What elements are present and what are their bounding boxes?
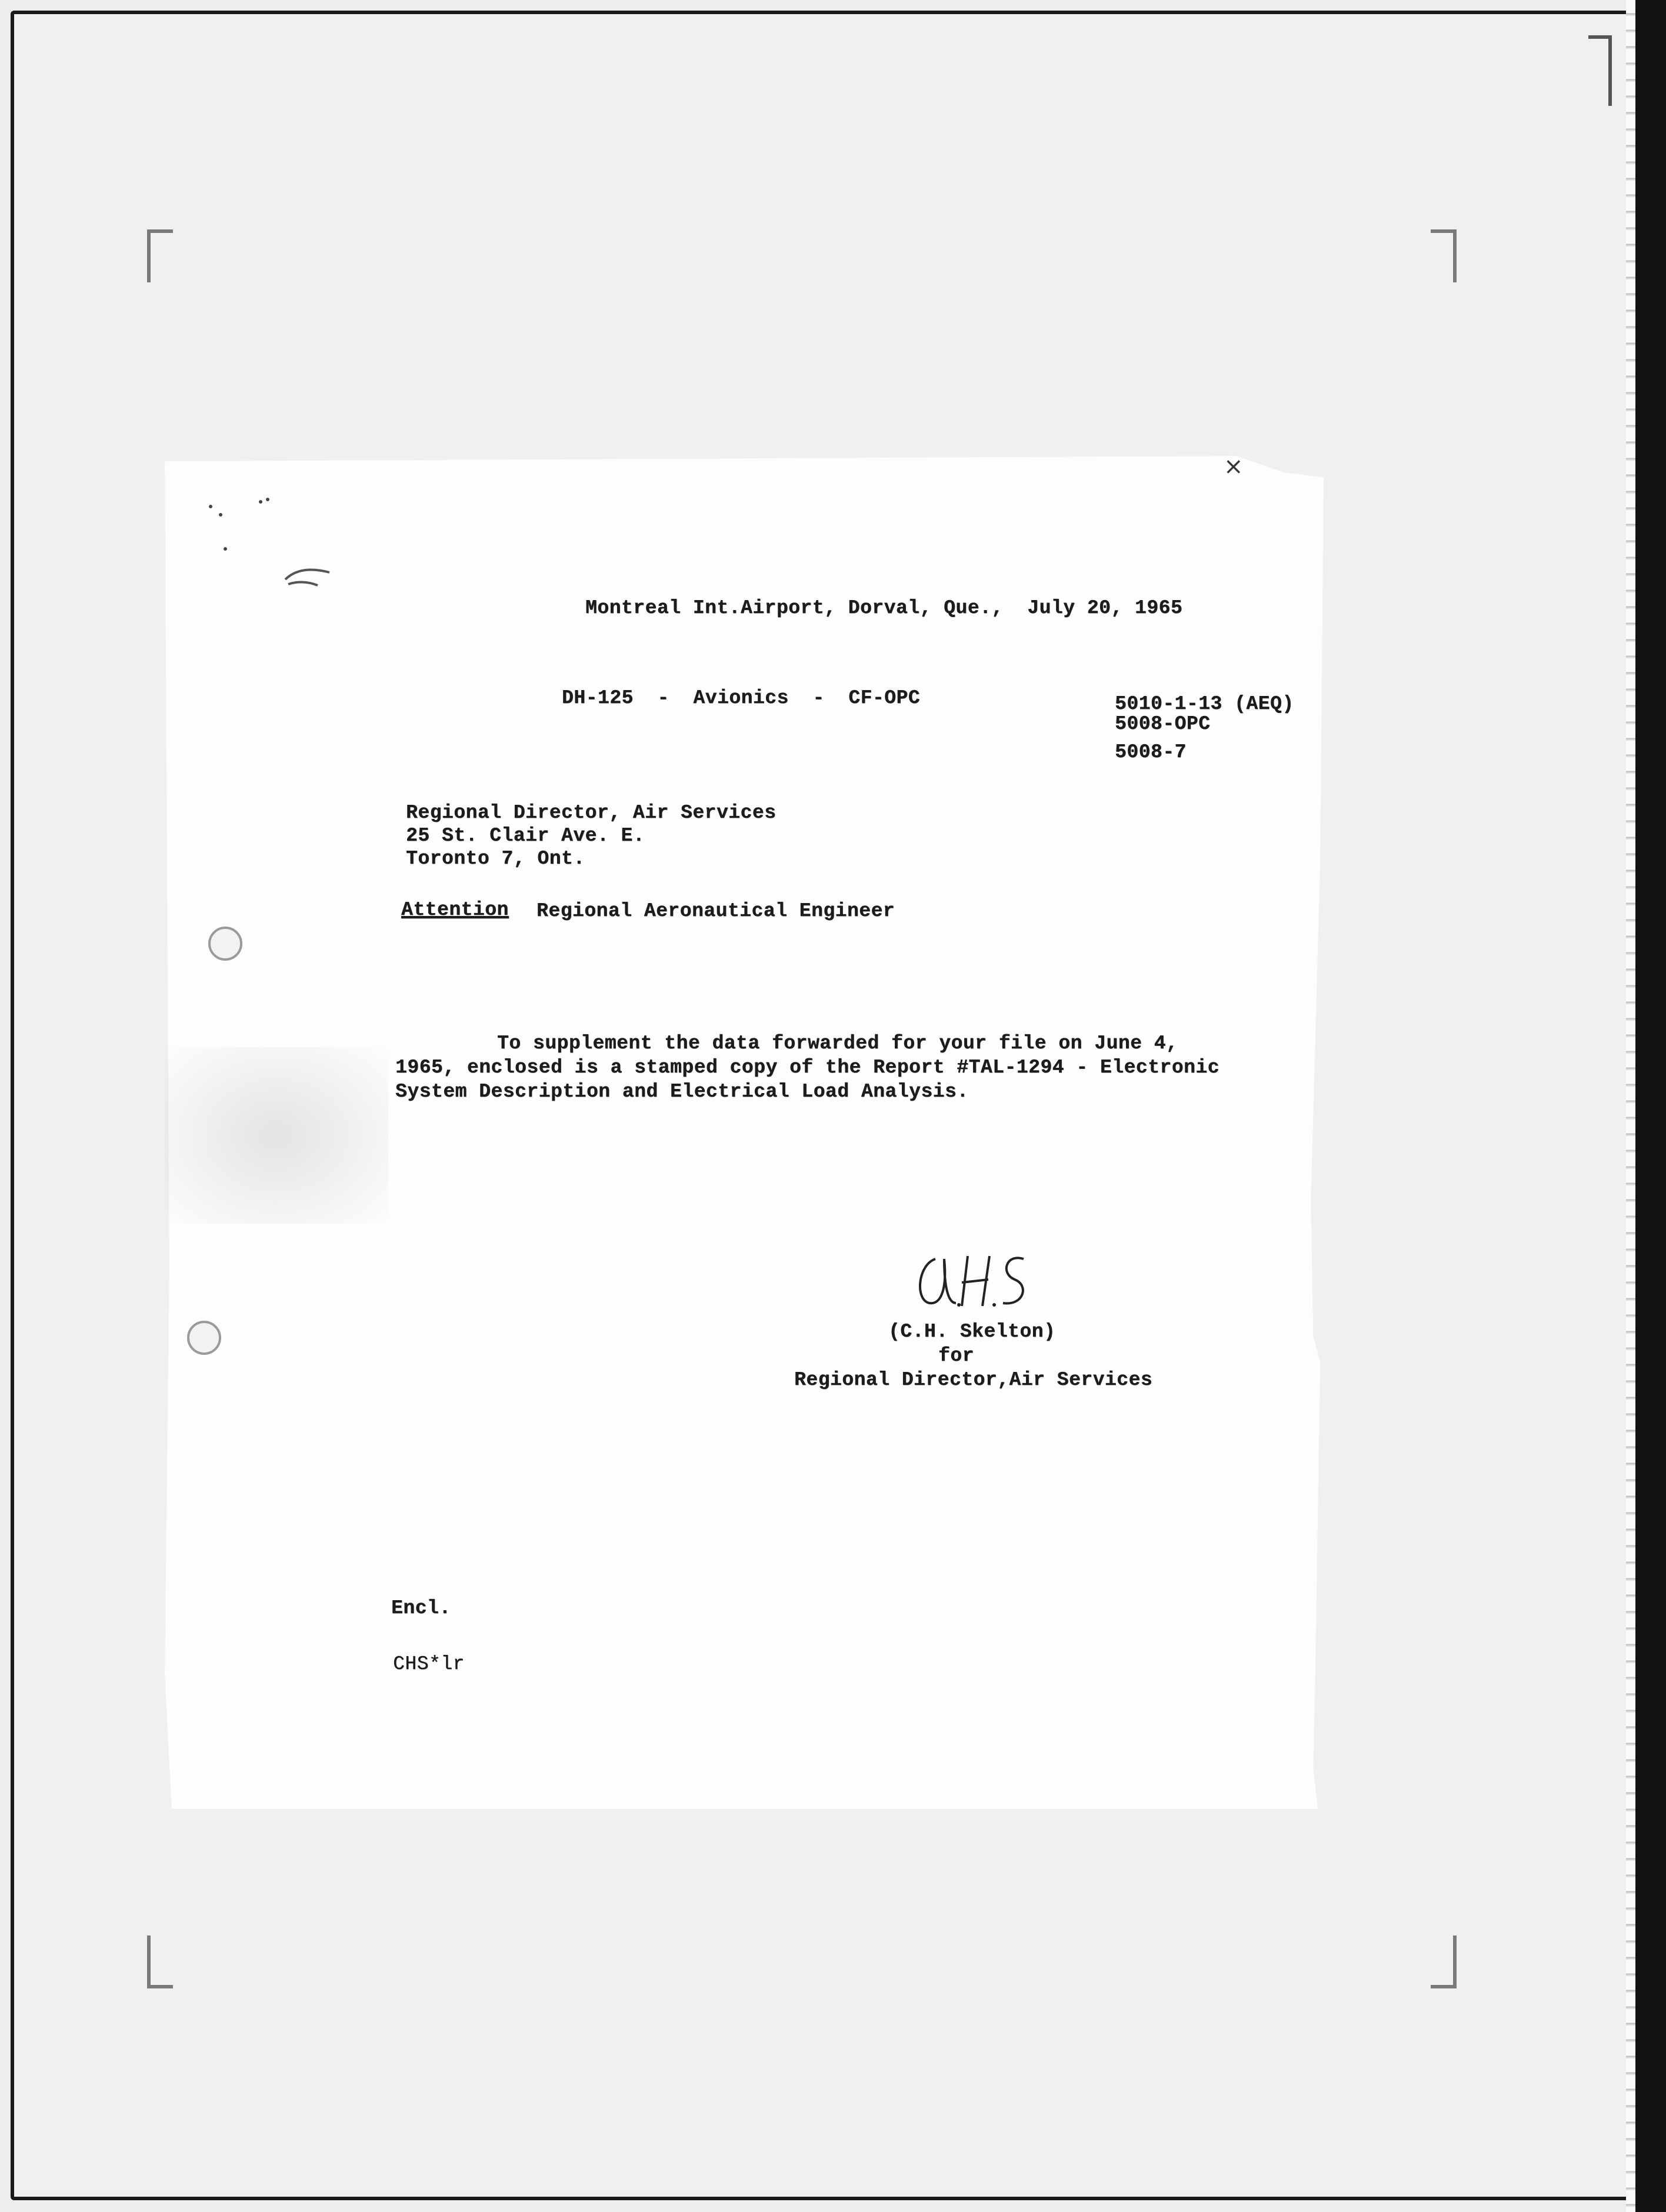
signatory-name: (C.H. Skelton) — [888, 1321, 1056, 1342]
signatory-title: Regional Director,Air Services — [794, 1369, 1153, 1391]
speck — [266, 498, 269, 501]
enclosure-note: Encl. — [391, 1597, 451, 1619]
crop-mark-top-right — [1431, 229, 1457, 282]
addressee-line-1: Regional Director, Air Services — [406, 802, 777, 824]
speck — [209, 505, 212, 508]
paper-clip-mark-icon — [282, 562, 335, 591]
file-ref-2: 5008-OPC — [1115, 713, 1211, 735]
addressee-line-3: Toronto 7, Ont. — [406, 848, 585, 870]
body-line-2: 1965, enclosed is a stamped copy of the Report #TAL-1294 - Electronic — [395, 1057, 1219, 1078]
sheet-stain — [165, 1047, 388, 1224]
crop-mark-bottom-right — [1431, 1936, 1457, 1988]
film-edge — [1635, 0, 1666, 2212]
speck — [224, 547, 227, 551]
crop-mark-top-left — [147, 229, 173, 282]
handwritten-signature — [912, 1247, 1053, 1312]
body-line-3: System Description and Electrical Load Analysis. — [395, 1081, 969, 1102]
file-ref-1: 5010-1-13 (AEQ) — [1115, 693, 1294, 715]
punch-hole-lower — [187, 1321, 221, 1355]
attention-value: Regional Aeronautical Engineer — [537, 900, 895, 922]
subject-line: DH-125 - Avionics - CF-OPC — [562, 687, 921, 709]
speck — [259, 500, 262, 504]
reference-initials: CHS*lr — [393, 1653, 465, 1675]
crop-mark-frame-corner — [1588, 35, 1612, 106]
place-date-line: Montreal Int.Airport, Dorval, Que., July 20, 1965 — [585, 597, 1183, 619]
file-reference-block — [1115, 694, 1294, 762]
signatory-for: for — [938, 1345, 974, 1367]
addressee-line-2: 25 St. Clair Ave. E. — [406, 825, 645, 847]
attention-label: Attention — [401, 899, 509, 921]
staple-mark-icon: ⨯ — [1224, 453, 1244, 480]
file-ref-3: 5008-7 — [1115, 741, 1187, 763]
body-line-1: To supplement the data forwarded for your file on June 4, — [497, 1032, 1178, 1054]
speck — [219, 513, 222, 517]
crop-mark-bottom-left — [147, 1936, 173, 1988]
punch-hole-upper — [208, 927, 242, 961]
